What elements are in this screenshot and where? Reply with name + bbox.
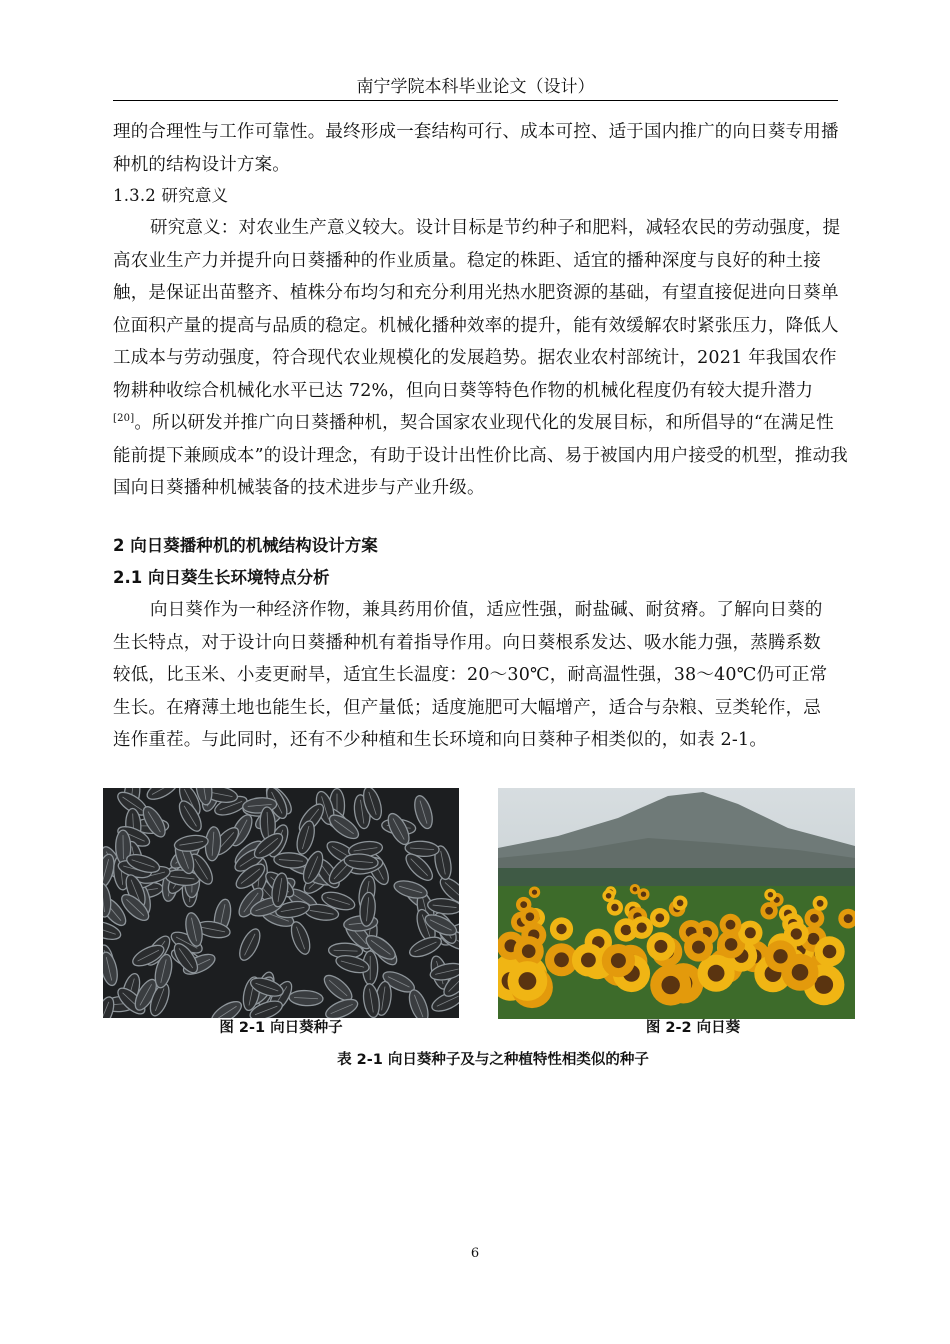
sunflower-center xyxy=(810,914,819,923)
paragraph-research-significance xyxy=(113,212,848,505)
sunflower-center xyxy=(655,913,664,922)
sunflower-center xyxy=(817,900,824,907)
subsection-heading-1-3-2: 1.3.2 研究意义 xyxy=(113,186,229,205)
sunflower-field-image xyxy=(498,788,855,1019)
sunflower-center xyxy=(611,904,618,911)
figure-2-2-caption: 图 2-2 向日葵 xyxy=(645,1020,741,1036)
sunflower-center xyxy=(792,964,809,981)
sunflower-center xyxy=(823,945,837,959)
section-heading-2: 2 向日葵播种机的机械结构设计方案 xyxy=(113,536,378,555)
sunflower-center xyxy=(745,927,756,938)
table-2-1-caption: 表 2-1 向日葵种子及与之种植特性相类似的种子 xyxy=(337,1052,649,1068)
sunflower-center xyxy=(768,892,773,897)
sunflower-center xyxy=(773,949,787,963)
sunflower-center xyxy=(765,907,773,915)
sunflower-center xyxy=(654,940,667,953)
sunflower-center xyxy=(662,976,680,994)
paragraph-continued: 理的合理性与工作可靠性。最终形成一套结构可行、成本可控、适于国内推广的向日葵专用播种机的结构设计方案。 xyxy=(113,122,839,175)
sunflower-center xyxy=(633,887,638,892)
sunflower-center xyxy=(611,953,626,968)
sunflower-center xyxy=(708,965,725,982)
sunflower-center xyxy=(637,923,647,933)
citation-ref: [20] xyxy=(113,413,135,425)
paragraph-text: 研究意义：对农业生产意义较大。设计目标是节约种子和肥料，减轻农民的劳动强度，提高农业生产力并提升向日葵播种的作业质量。稳定的株距、适宜的播种深度与良好的种土接触，是保证出苗整齐、植株分布均匀和充分利用光热水肥资源的基础，有望直接促进向日葵单位面积产量的提高与品质的稳定。机械化播种效率的提升，能有效缓解农时紧张压力，降低人工成本与劳动强度，符合现代农业规模化的发展趋势。据农业农村部统计，2021 年我国农作物耕种收综合机械化水平已达 72%，但向日葵等特色作物的机械化程度仍有较大提升潜力 xyxy=(113,218,841,401)
sunflower-center xyxy=(726,920,736,930)
sunflower-center xyxy=(532,890,537,895)
sunflower-center xyxy=(520,901,527,908)
sunflower-center xyxy=(844,914,853,923)
sunflower-center xyxy=(692,941,705,954)
seeds-illustration xyxy=(103,788,459,1018)
sunflower-center xyxy=(677,900,684,907)
section-heading-2-1: 2.1 向日葵生长环境特点分析 xyxy=(113,568,330,587)
sunflower-center xyxy=(621,925,632,936)
page-number: 6 xyxy=(470,1246,480,1261)
sunflower-center xyxy=(725,938,738,951)
sunflower-center xyxy=(581,953,596,968)
sunflower-center xyxy=(554,952,569,967)
sunflower-center xyxy=(641,892,646,897)
figure-2-1-caption: 图 2-1 向日葵种子 xyxy=(219,1020,343,1036)
sunflower-center xyxy=(522,944,536,958)
sunflower-center xyxy=(519,972,537,990)
sunflower-center xyxy=(606,893,612,899)
paragraph-growth-environment: 向日葵作为一种经济作物，兼具药用价值，适应性强，耐盐碱、耐贫瘠。了解向日葵的生长特点，对于设计向日葵播种机有着指导作用。向日葵根系发达、吸水能力强，蒸腾系数较低，比玉米、小麦更耐旱，适宜生长温度：20～30℃，耐高温性强，38～40℃仍可正常生长。在瘠薄土地也能生长，但产量低；适度施肥可大幅增产，适合与杂粮、豆类轮作，忌连作重茬。与此同时，还有不少种植和生长环境和向日葵种子相类似的，如表 2-1。 xyxy=(113,600,828,750)
field-illustration xyxy=(498,788,855,1019)
sunflower-seeds-image xyxy=(103,788,459,1018)
sunflower-center xyxy=(556,924,566,934)
page-header: 南宁学院本科毕业论文（设计） xyxy=(113,74,838,101)
paragraph-text-cont: 。所以研发并推广向日葵播种机，契合国家农业现代化的发展目标，和所倡导的“在满足性能前提下兼顾成本”的设计理念，有助于设计出性价比高、易于被国内用户接受的机型，推动我国向日葵播种机械装备的技术进步与产业升级。 xyxy=(113,413,848,498)
sunflower-center xyxy=(526,912,535,921)
